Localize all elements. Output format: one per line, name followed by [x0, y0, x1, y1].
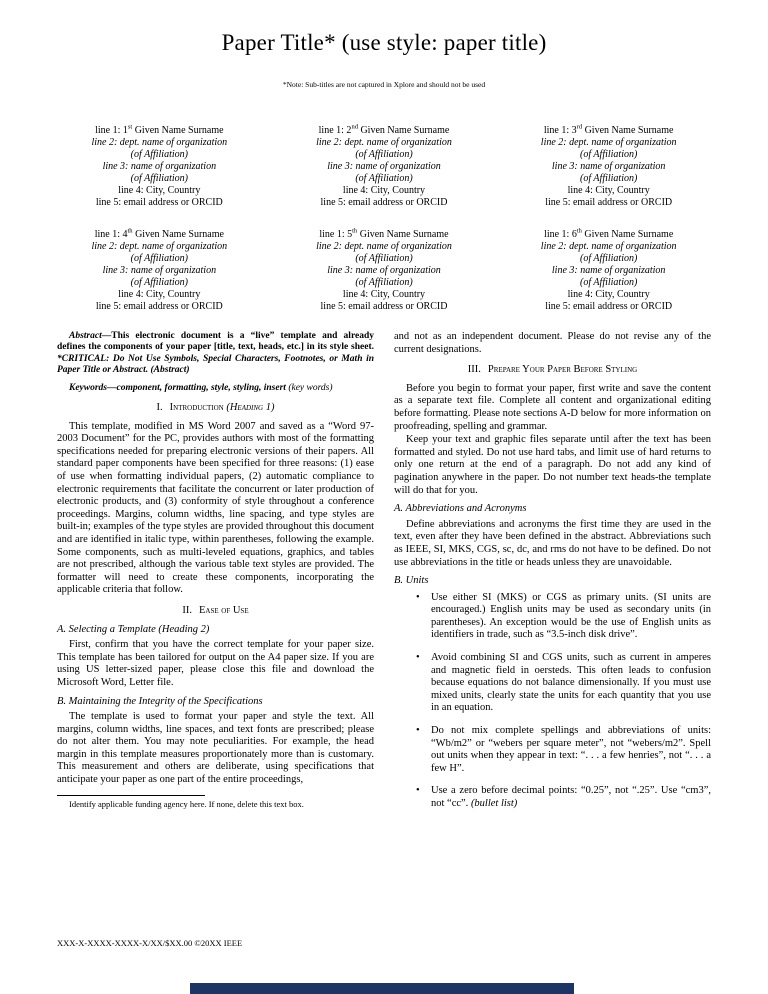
- author-block-4: [54, 229, 265, 313]
- author-city: line 4: City, Country: [342, 289, 426, 300]
- ordinal-suffix: st: [127, 123, 133, 131]
- bullet-item-3: • Do not mix complete spellings and abbreviations of units: “Wb/m2” or “webers per square meter”, not “webers/m2”. Spell out units when they appear in text: “. . . a few henries”, not “. . . a few H”.: [431, 725, 711, 775]
- author-org: line 3: name of organization: [327, 161, 441, 172]
- author-city: line 4: City, Country: [567, 185, 650, 196]
- paper-title: Paper Title* (use style: paper title): [221, 30, 547, 55]
- bullet-item-4: • Use a zero before decimal points: “0.25”, not “.25”. Use “cm3”, not “cc”. (bullet list): [431, 785, 711, 810]
- author-email: line 5: email address or ORCID: [320, 301, 448, 312]
- author-affiliation: (of Affiliation): [580, 149, 638, 160]
- author-block-6: [503, 229, 714, 313]
- author-org: line 3: name of organization: [551, 265, 666, 276]
- author-affiliation: (of Affiliation): [580, 253, 638, 264]
- author-affiliation: (of Affiliation): [130, 149, 188, 160]
- author-affiliation: (of Affiliation): [580, 173, 638, 184]
- left-column: [57, 331, 374, 821]
- abstract-paragraph: [57, 331, 374, 377]
- section-heading-ii: II. Ease of Use: [182, 604, 249, 616]
- author-affiliation: (of Affiliation): [130, 253, 188, 264]
- subsection-heading-a1: A. Selecting a Template (Heading 2): [57, 623, 210, 635]
- integrity-paragraph: The template is used to format your paper and style the text. All margins, column widths, line spaces, and text fonts are prescribed; please do not alter them. You may note peculiarities. For example, the head margin in this template measures proportionately more than is customary. This measurement and others are deliberate, using specifications that anticipate your paper as one part of the entire proceedings,: [57, 711, 374, 786]
- author-affiliation: (of Affiliation): [355, 277, 413, 288]
- right-column: [394, 331, 711, 821]
- author-block-3: [503, 125, 714, 209]
- author-affiliation: (of Affiliation): [130, 277, 188, 288]
- bullet-item-2: • Avoid combining SI and CGS units, such as current in amperes and magnetic field in oersteds. This often leads to confusion because equations do not balance dimensionally. If you must use mixed units, clearly state the units for each quantity that you use in an equation.: [431, 652, 711, 715]
- author-affiliation: (of Affiliation): [355, 149, 413, 160]
- author-city: line 4: City, Country: [567, 289, 650, 300]
- author-affiliation: (of Affiliation): [580, 277, 638, 288]
- section-heading-i: I. Introduction (Heading 1): [156, 402, 275, 414]
- author-org: line 3: name of organization: [551, 161, 666, 172]
- abstract-style-tag: (Abstract): [150, 365, 190, 376]
- author-email: line 5: email address or ORCID: [545, 197, 673, 208]
- author-dept: line 2: dept. name of organization: [540, 241, 677, 252]
- author-affiliation: (of Affiliation): [355, 173, 413, 184]
- author-dept: line 2: dept. name of organization: [540, 137, 677, 148]
- author-name: line 1: 3rd Given Name Surname: [543, 123, 674, 136]
- author-email: line 5: email address or ORCID: [95, 301, 223, 312]
- author-dept: line 2: dept. name of organization: [91, 137, 228, 148]
- abbreviations-paragraph: Define abbreviations and acronyms the first time they are used in the text, even after they have been defined in the abstract. Abbreviations such as IEEE, SI, MKS, CGS, sc, dc, and rms do not have to be defined. Do not use abbreviations in the title or heads unless they are unavoidable.: [394, 518, 711, 568]
- author-grid: [54, 125, 714, 313]
- keywords-body: component, formatting, style, styling, insert: [116, 382, 289, 393]
- author-city: line 4: City, Country: [118, 185, 201, 196]
- author-dept: line 2: dept. name of organization: [316, 137, 452, 148]
- author-name: line 1: 6th Given Name Surname: [544, 227, 674, 240]
- author-city: line 4: City, Country: [342, 185, 426, 196]
- units-bullet-list: [394, 592, 711, 811]
- subsection-heading-b2: B. Units: [394, 575, 429, 587]
- footnote-text: Identify applicable funding agency here. If none, delete this text box.: [69, 798, 304, 809]
- subtitle-note: *Note: Sub-titles are not captured in Xplore and should not be used: [282, 80, 486, 89]
- prepare-paragraph-2: Keep your text and graphic files separate until after the text has been formatted and styled. Do not use hard tabs, and limit use of hard returns to only one return at the end of a paragraph. Do not add any kind of pagination anywhere in the paper. Do not number text heads-the template will do that for you.: [394, 434, 711, 496]
- keywords-paragraph: [57, 383, 374, 394]
- selecting-template-paragraph: First, confirm that you have the correct template for your paper size. This template has been tailored for output on the A4 paper size. If you are using US letter-sized paper, please close this file and download the Microsoft Word, Letter file.: [57, 639, 374, 688]
- bottom-window-bar: [190, 983, 574, 994]
- author-org: line 3: name of organization: [102, 265, 217, 276]
- author-name: line 1: 5th Given Name Surname: [319, 227, 449, 240]
- abstract-critical: *CRITICAL: Do Not Use Symbols, Special Characters, Footnotes, or Math in Paper Title or Abstract.: [57, 353, 374, 376]
- author-block-1: [54, 125, 265, 209]
- ordinal-suffix: nd: [351, 123, 358, 131]
- subsection-heading-b1: B. Maintaining the Integrity of the Specifications: [57, 695, 263, 707]
- author-org: line 3: name of organization: [102, 161, 217, 172]
- author-dept: line 2: dept. name of organization: [316, 241, 452, 252]
- copyright-line: XXX-X-XXXX-XXXX-X/XX/$XX.00 ©20XX IEEE: [57, 938, 243, 948]
- subsection-heading-a2: A. Abbreviations and Acronyms: [394, 503, 527, 515]
- abstract-body: This electronic document is a “live” template and already defines the components of your paper [title, text, heads, etc.] in its style sheet.: [57, 331, 374, 353]
- keywords-label: Keywords—: [69, 382, 117, 393]
- author-block-2: [279, 125, 490, 209]
- intro-paragraph: This template, modified in MS Word 2007 and saved as a “Word 97-2003 Document” for the PC, provides authors with most of the formatting specifications needed for preparing electronic versions of their papers. All standard paper components have been specified for three reasons: (1) ease of use when formatting individual papers, (2) automatic compliance to electronic requirements that facilitate the concurrent or later production of electronic products, and (3) conformity of style throughout a conference proceedings. Margins, column widths, line spacing, and type styles are built-in; examples of the type styles are provided throughout this document and are identified in italic type, within parentheses, following the example. Some components, such as multi-leveled equations, graphics, and tables are not prescribed, although the various table text styles are provided. The formatter will need to create these components, incorporating the applicable criteria that follow.: [57, 420, 374, 596]
- body-columns: [57, 331, 711, 821]
- bullet-item-1: • Use either SI (MKS) or CGS as primary units. (SI units are encouraged.) English units may be used as secondary units (in parentheses). An exception would be the use of English units as identifiers in trade, such as “3.5-inch disk drive”.: [431, 592, 711, 642]
- ordinal-suffix: rd: [576, 123, 583, 131]
- funding-footnote: [57, 795, 374, 809]
- bullet-style-tag: (bullet list): [470, 798, 518, 809]
- continuation-paragraph: and not as an independent document. Please do not revise any of the current designations.: [394, 331, 711, 355]
- author-city: line 4: City, Country: [118, 289, 201, 300]
- keywords-style-tag: (key words): [288, 382, 333, 393]
- abstract-label: Abstract—: [69, 331, 112, 341]
- author-org: line 3: name of organization: [327, 265, 441, 276]
- author-name: line 1: 2nd Given Name Surname: [318, 123, 450, 136]
- ordinal-suffix: th: [127, 227, 133, 235]
- ordinal-suffix: th: [352, 227, 358, 235]
- prepare-paragraph-1: Before you begin to format your paper, first write and save the content as a separate text file. Complete all content and organizational editing before formatting. Please note sections A-D below for more information on proofreading, spelling and grammar.: [394, 382, 711, 432]
- author-affiliation: (of Affiliation): [130, 173, 188, 184]
- author-affiliation: (of Affiliation): [355, 253, 413, 264]
- author-name: line 1: 4th Given Name Surname: [94, 227, 224, 240]
- section-heading-iii: III. Prepare Your Paper Before Styling: [467, 364, 638, 376]
- footnote-rule: [57, 795, 205, 796]
- author-email: line 5: email address or ORCID: [320, 197, 448, 208]
- author-email: line 5: email address or ORCID: [95, 197, 223, 208]
- author-email: line 5: email address or ORCID: [545, 301, 673, 312]
- author-dept: line 2: dept. name of organization: [91, 241, 228, 252]
- ordinal-suffix: th: [576, 227, 582, 235]
- author-name: line 1: 1st Given Name Surname: [95, 123, 224, 136]
- author-block-5: [279, 229, 490, 313]
